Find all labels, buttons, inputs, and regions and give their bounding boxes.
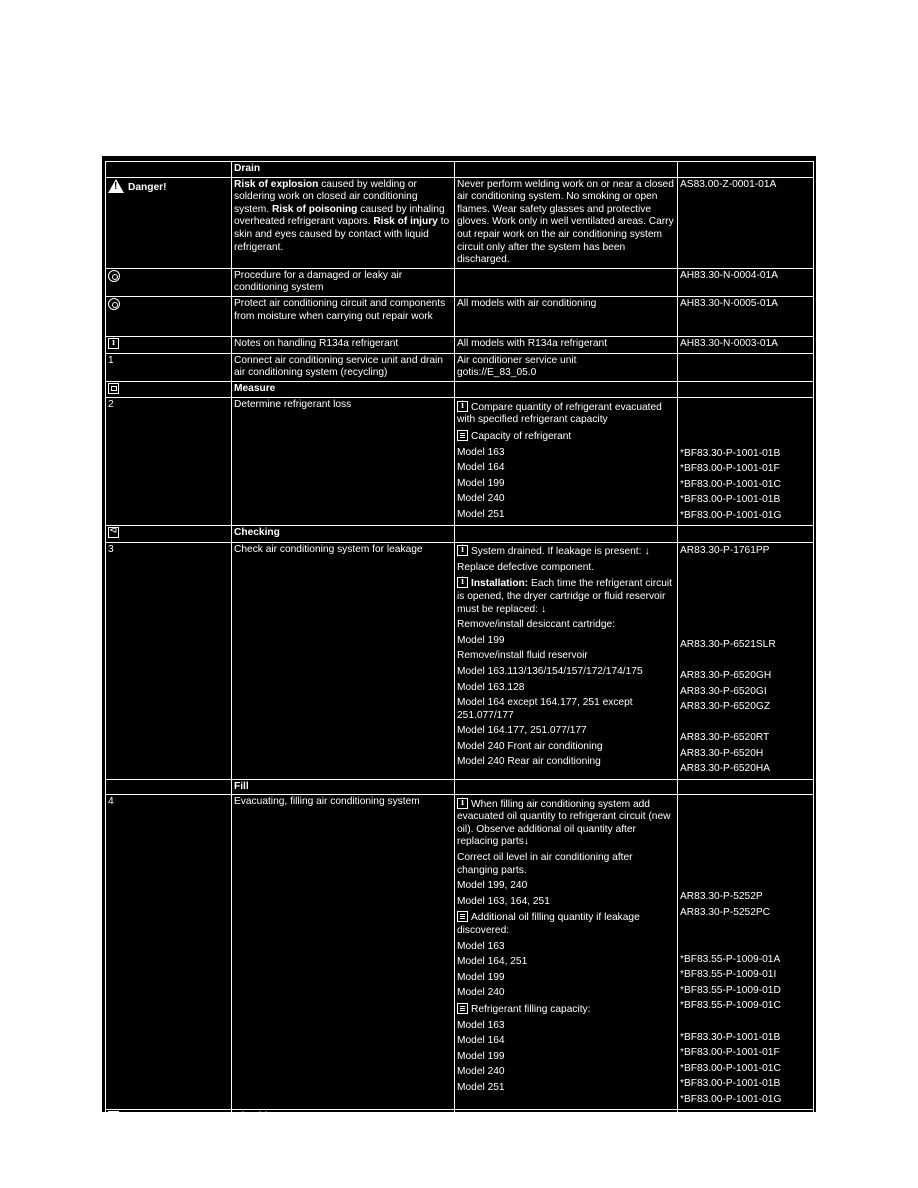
replace-note: Replace defective component. bbox=[457, 561, 595, 573]
step-detail: Air conditioner service unit bbox=[457, 354, 577, 366]
model-ref[interactable]: AR83.30-P-6520GH bbox=[680, 669, 772, 681]
model-ref[interactable]: AR83.30-P-5252P bbox=[680, 891, 763, 903]
model-label: Model 199 bbox=[457, 634, 505, 646]
model-label: Model 163 bbox=[457, 1019, 505, 1031]
data-icon bbox=[457, 430, 468, 441]
model-ref[interactable]: *BF83.00-P-1001-01B bbox=[680, 494, 781, 506]
info-icon bbox=[457, 798, 468, 809]
note-applies: All models with air conditioning bbox=[455, 296, 678, 336]
note-row bbox=[106, 336, 814, 353]
note-ref[interactable]: AH83.30-N-0003-01A bbox=[678, 336, 814, 353]
model-label: Model 163 bbox=[457, 446, 505, 458]
risk-poisoning-text: caused by inhaling overheated refrigerant vapors. bbox=[234, 203, 445, 228]
additional-oil-label: Additional oil filling quantity if leakage discovered: bbox=[457, 912, 640, 936]
procedure-table bbox=[105, 161, 814, 1142]
danger-row bbox=[106, 177, 814, 268]
info-icon bbox=[457, 577, 468, 588]
step-number: 3 bbox=[106, 542, 232, 779]
section-row-fill bbox=[106, 779, 814, 795]
procedure-sheet bbox=[102, 156, 816, 1139]
model-ref[interactable]: AR83.30-P-6520H bbox=[680, 747, 764, 759]
environment-note-icon bbox=[108, 298, 120, 310]
info-icon bbox=[457, 401, 468, 412]
risk-injury: Risk of injury bbox=[373, 216, 438, 228]
model-label: Model 164.177, 251.077/177 bbox=[457, 725, 587, 737]
model-label: Model 199 bbox=[457, 971, 505, 983]
model-ref[interactable]: *BF83.55-P-1009-01C bbox=[680, 1000, 781, 1012]
measure-icon bbox=[108, 383, 119, 394]
section-title-fill: Fill bbox=[232, 779, 455, 795]
note-text: Notes on handling R134a refrigerant bbox=[232, 336, 455, 353]
fill-info: When filling air conditioning system add evacuated oil quantity to refrigerant circuit (new oil). Observe additional oil quantity after replacing parts bbox=[457, 798, 671, 848]
note-ref[interactable]: AH83.30-N-0005-01A bbox=[678, 296, 814, 336]
arrow-down-icon[interactable]: ↓ bbox=[523, 836, 529, 848]
risk-explosion-text: caused by welding or soldering work on closed air conditioning system. bbox=[234, 178, 418, 215]
step-text: Evacuating, filling air conditioning system bbox=[232, 795, 455, 1110]
reservoir-label: Remove/install fluid reservoir bbox=[457, 650, 588, 662]
model-label: Model 163.128 bbox=[457, 681, 525, 693]
environment-note-icon bbox=[108, 270, 120, 282]
model-label: Model 164 bbox=[457, 462, 505, 474]
note-row bbox=[106, 296, 814, 336]
model-ref[interactable]: *BF83.00-P-1001-01G bbox=[680, 509, 782, 521]
data-icon bbox=[457, 1003, 468, 1014]
model-ref[interactable]: *BF83.30-P-1001-01B bbox=[680, 1031, 781, 1043]
model-label: Model 164 bbox=[457, 1035, 505, 1047]
model-ref[interactable]: *BF83.55-P-1009-01D bbox=[680, 984, 781, 996]
model-label: Model 251 bbox=[457, 1081, 505, 1093]
model-ref[interactable]: *BF83.00-P-1001-01C bbox=[680, 478, 781, 490]
drained-note: System drained. If leakage is present: bbox=[471, 546, 642, 558]
model-ref[interactable]: *BF83.55-P-1009-01I bbox=[680, 969, 777, 981]
desiccant-label: Remove/install desiccant cartridge: bbox=[457, 619, 615, 631]
model-ref[interactable]: AR83.30-P-6520RT bbox=[680, 732, 770, 744]
model-ref[interactable]: *BF83.30-P-1001-01B bbox=[680, 447, 781, 459]
danger-instruction: Never perform welding work on or near a closed air conditioning system. No smoking or open flames. Wear safety glasses and protective gloves. Work only in well ventilated areas. Carry out repair work on the air conditioning system circuit only after the system has been discharged. bbox=[455, 177, 678, 268]
step-row-2 bbox=[106, 398, 814, 526]
filling-capacity-label: Refrigerant filling capacity: bbox=[471, 1003, 591, 1015]
arrow-down-icon[interactable]: ↓ bbox=[644, 546, 650, 558]
model-ref[interactable]: AR83.30-P-6521SLR bbox=[680, 638, 776, 650]
model-label: Model 240 Front air conditioning bbox=[457, 740, 603, 752]
model-ref[interactable]: AR83.30-P-6520GZ bbox=[680, 701, 771, 713]
step-number: 2 bbox=[106, 398, 232, 526]
section-row-drain bbox=[106, 162, 814, 178]
step-text: Check air conditioning system for leakage bbox=[232, 542, 455, 779]
arrow-down-icon[interactable]: ↓ bbox=[540, 603, 547, 615]
step-text: Connect air conditioning service unit and drain air conditioning system (recycling) bbox=[232, 353, 455, 381]
warning-icon bbox=[108, 179, 124, 193]
model-ref[interactable]: AR83.30-P-6520HA bbox=[680, 763, 771, 775]
risk-injury-text: to skin and eyes caused by contact with liquid refrigerant. bbox=[234, 216, 450, 253]
model-label: Model 240 bbox=[457, 493, 505, 505]
model-ref[interactable]: *BF83.00-P-1001-01G bbox=[680, 1093, 782, 1105]
step-row-3 bbox=[106, 542, 814, 779]
risk-poisoning: Risk of poisoning bbox=[271, 203, 358, 215]
section-title-checking: Checking bbox=[232, 1110, 455, 1127]
model-ref[interactable]: AR83.30-P-5252PC bbox=[680, 906, 771, 918]
danger-label: Danger! bbox=[128, 181, 167, 193]
model-ref[interactable]: AR83.30-P-1761P bbox=[678, 1126, 814, 1142]
model-label: Model 199 bbox=[457, 477, 505, 489]
info-icon bbox=[457, 545, 468, 556]
data-icon bbox=[457, 911, 468, 922]
step-text: Check air conditioning system for leakage bbox=[232, 1126, 455, 1142]
model-label: Model 251 bbox=[457, 508, 505, 520]
section-row-checking-2 bbox=[106, 1110, 814, 1127]
step-row-5 bbox=[106, 1126, 814, 1142]
model-ref[interactable]: *BF83.55-P-1009-01A bbox=[680, 953, 781, 965]
model-ref[interactable]: *BF83.00-P-1001-01C bbox=[680, 1062, 781, 1074]
model-ref[interactable]: *BF83.00-P-1001-01F bbox=[680, 463, 780, 475]
risk-explosion: Risk of explosion bbox=[234, 178, 319, 190]
danger-ref[interactable]: AS83.00-Z-0001-01A bbox=[678, 177, 814, 268]
note-applies: All models with R134a refrigerant bbox=[455, 336, 678, 353]
danger-cell bbox=[106, 177, 232, 268]
model-label: Model 199, 240 bbox=[457, 880, 528, 892]
note-row bbox=[106, 268, 814, 296]
step-row-4 bbox=[106, 795, 814, 1110]
step2-info: Compare quantity of refrigerant evacuated with specified refrigerant capacity bbox=[457, 401, 662, 426]
step-number: 5 bbox=[106, 1126, 232, 1142]
capacity-label: Capacity of refrigerant bbox=[471, 431, 572, 442]
model-label: Model 163, 164, 251 bbox=[457, 895, 550, 907]
section-title-drain: Drain bbox=[232, 162, 455, 178]
checking-icon bbox=[108, 527, 119, 538]
danger-description bbox=[232, 177, 455, 268]
step-number: 4 bbox=[106, 795, 232, 1110]
installation-label: Installation: bbox=[471, 578, 529, 590]
model-label: Model 240 bbox=[457, 987, 505, 999]
step-number: 1 bbox=[106, 353, 232, 381]
model-ref[interactable]: AR83.30-P-1761PP bbox=[680, 545, 770, 557]
model-label: Model 163 bbox=[457, 940, 505, 952]
service-link[interactable]: gotis://E_83_05.0 bbox=[457, 367, 537, 379]
model-label: Model 163.113/136/154/157/172/174/175 bbox=[457, 665, 643, 677]
model-label: Model 164 except 164.177, 251 except 251.077/177 bbox=[457, 697, 633, 721]
model-label: Model 240 Rear air conditioning bbox=[457, 756, 601, 768]
note-ref[interactable]: AH83.30-N-0004-01A bbox=[678, 268, 814, 296]
step-row-1 bbox=[106, 353, 814, 381]
oil-level-note: Correct oil level in air conditioning after changing parts. bbox=[457, 852, 633, 876]
model-ref[interactable]: *BF83.00-P-1001-01B bbox=[680, 1078, 781, 1090]
note-applies bbox=[455, 268, 678, 296]
note-text: Procedure for a damaged or leaky air conditioning system bbox=[232, 268, 455, 296]
model-label: Model 240 bbox=[457, 1066, 505, 1078]
section-row-checking bbox=[106, 526, 814, 543]
model-ref[interactable]: *BF83.00-P-1001-01F bbox=[680, 1047, 780, 1059]
step-text: Determine refrigerant loss bbox=[232, 398, 455, 526]
info-icon bbox=[108, 338, 119, 349]
checking-icon bbox=[108, 1111, 119, 1122]
model-label: Model 199 bbox=[457, 1050, 505, 1062]
section-title-checking: Checking bbox=[232, 526, 455, 543]
section-title-measure: Measure bbox=[232, 381, 455, 398]
model-ref[interactable]: AR83.30-P-6520GI bbox=[680, 685, 767, 697]
installation-text: Each time the refrigerant circuit is opened, the dryer cartridge or fluid reservoir must be replaced: bbox=[457, 578, 672, 615]
section-row-measure bbox=[106, 381, 814, 398]
note-text: Protect air conditioning circuit and components from moisture when carrying out repair work bbox=[232, 296, 455, 336]
model-label: Model 164, 251 bbox=[457, 956, 528, 968]
